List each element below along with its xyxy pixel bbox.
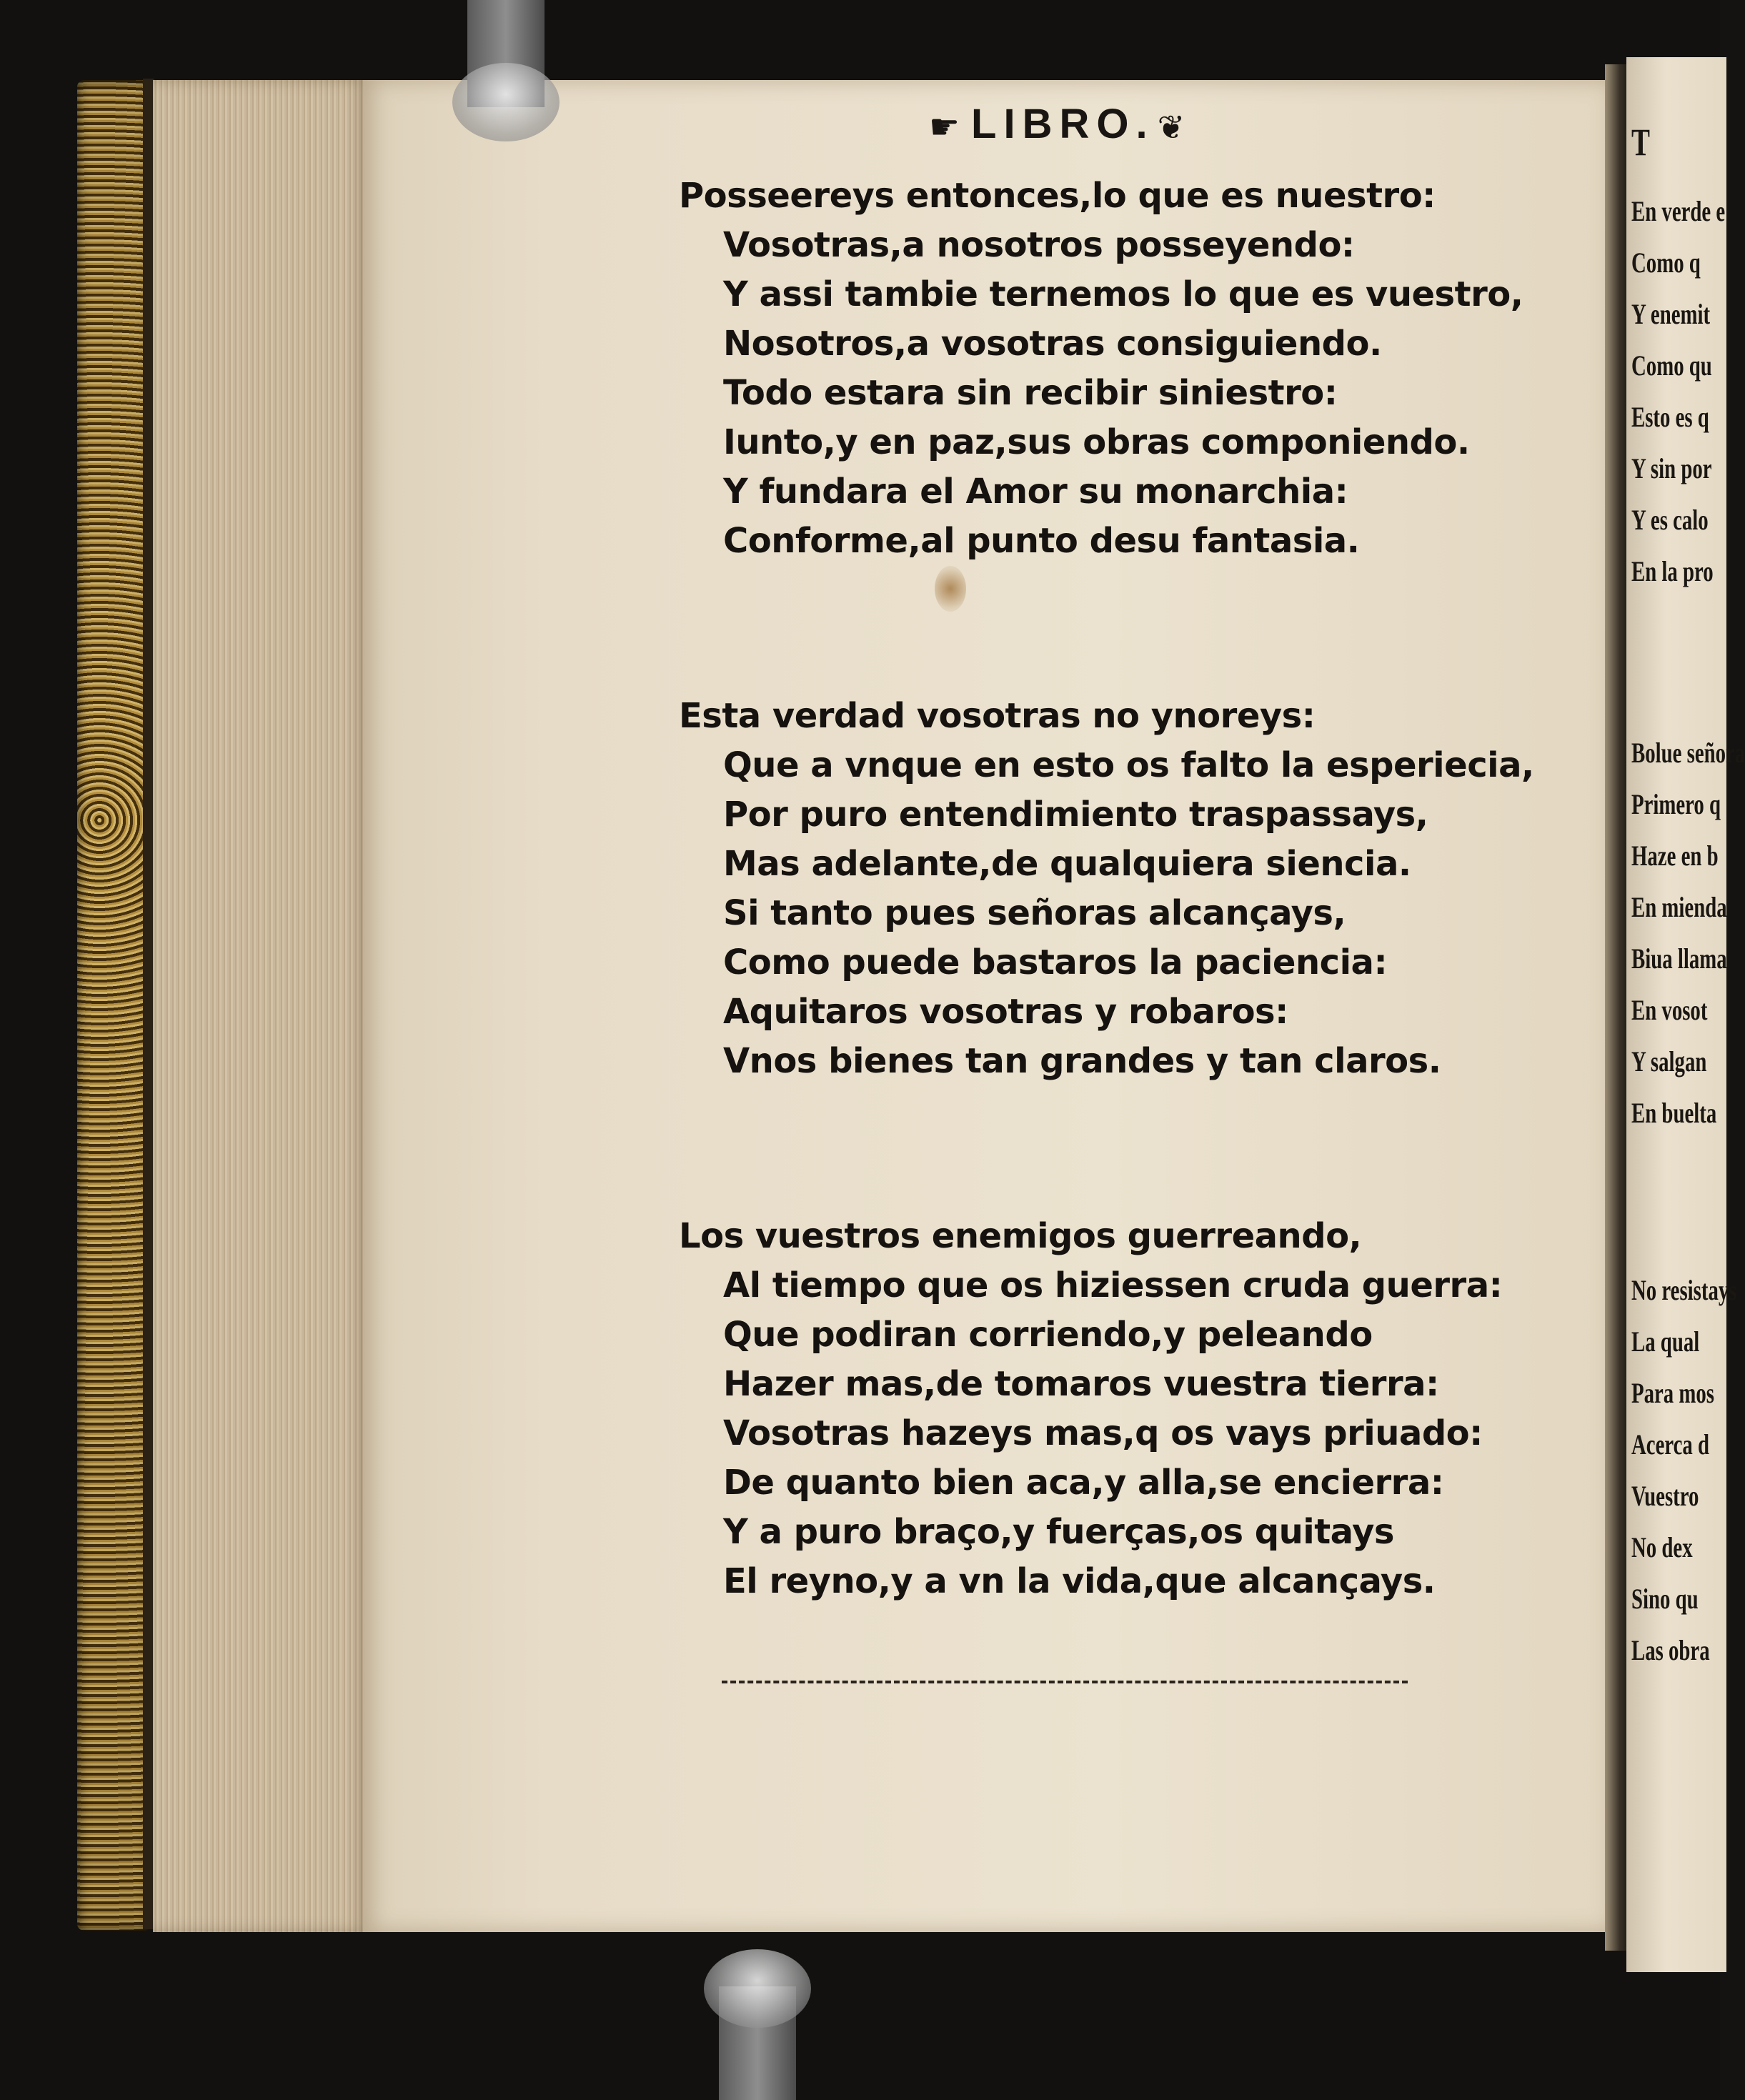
poem-body <box>679 171 1579 1606</box>
verse-line: Si tanto pues señoras alcançays, <box>723 893 1346 933</box>
verse-line: Al tiempo que os hiziessen cruda guerra: <box>723 1265 1503 1305</box>
underline-marks <box>722 1681 1408 1683</box>
gilt-binding-edge <box>77 80 151 1931</box>
right-page-line: Primero q <box>1631 788 1721 820</box>
verse-line: Iunto,y en paz,sus obras componiendo. <box>723 422 1470 462</box>
verse-line: Nosotros,a vosotras consiguiendo. <box>723 324 1382 364</box>
book-gutter <box>1605 64 1629 1951</box>
verse-line: El reyno,y a vn la vida,que alcançays. <box>723 1561 1436 1601</box>
right-page-head: T <box>1631 121 1650 164</box>
right-page-line: Para mos <box>1631 1377 1714 1409</box>
stanza-2 <box>679 692 1579 1086</box>
verse-line: Vosotras hazeys mas,q os vays priuado: <box>723 1413 1483 1453</box>
verse-line: Como puede bastaros la paciencia: <box>723 942 1388 982</box>
verse-line: Todo estara sin recibir siniestro: <box>723 373 1338 413</box>
running-head-title: LIBRO. <box>971 101 1155 147</box>
right-page-line: En verde e <box>1631 195 1726 227</box>
right-page-line: No dex <box>1631 1531 1693 1563</box>
running-head <box>929 100 1358 148</box>
right-page-line: En buelta <box>1631 1097 1717 1129</box>
right-page-line: Esto es q <box>1631 401 1709 433</box>
right-page-line: Y es calo <box>1631 504 1709 536</box>
verse-line: De quanto bien aca,y alla,se encierra: <box>723 1463 1444 1503</box>
verse-line: Hazer mas,de tomaros vuestra tierra: <box>723 1364 1439 1404</box>
right-page-line: Sino qu <box>1631 1583 1699 1615</box>
verse-line: Vnos bienes tan grandes y tan claros. <box>723 1041 1441 1081</box>
right-page-text <box>1631 0 1745 2100</box>
verse-line: Posseereys entonces,lo que es nuestro: <box>679 176 1436 216</box>
right-page-line: La qual <box>1631 1325 1700 1358</box>
stanza-1 <box>679 171 1579 566</box>
verse-line: Que podiran corriendo,y peleando <box>723 1315 1373 1355</box>
right-page-line: En la pro <box>1631 555 1714 587</box>
right-page-line: Y salgan <box>1631 1045 1707 1078</box>
right-page-line: Biua llama <box>1631 942 1727 975</box>
right-page-line: En vosot <box>1631 994 1708 1026</box>
right-page-line: Como qu <box>1631 349 1712 382</box>
verse-line: Y assi tambie ternemos lo que es vuestro, <box>723 274 1523 314</box>
right-page-line: Haze en b <box>1631 840 1719 872</box>
right-page-line: Y enemit <box>1631 298 1711 330</box>
right-page-line: Las obra <box>1631 1634 1710 1666</box>
stanza-3 <box>679 1212 1579 1606</box>
pointing-hand-icon: ☛ <box>929 106 968 147</box>
verse-line: Aquitaros vosotras y robaros: <box>723 992 1288 1032</box>
verse-line: Que a vnque en esto os falto la esperiecia, <box>723 745 1534 785</box>
verse-line: Esta verdad vosotras no ynoreys: <box>679 696 1316 736</box>
right-page-line: Vuestro <box>1631 1480 1699 1512</box>
top-clip-weight <box>452 63 560 141</box>
verse-line: Y a puro braço,y fuerças,os quitays <box>723 1512 1394 1552</box>
leaf-ornament-icon: ❦ <box>1157 107 1193 146</box>
verse-line: Por puro entendimiento traspassays, <box>723 795 1428 835</box>
verse-line: Los vuestros enemigos guerreando, <box>679 1216 1362 1256</box>
right-page-line: En mienda <box>1631 891 1727 923</box>
right-page-line: Bolue señora <box>1631 737 1745 769</box>
verse-line: Vosotras,a nosotros posseyendo: <box>723 225 1355 265</box>
right-page-line: Acerca d <box>1631 1428 1710 1460</box>
verse-line: Mas adelante,de qualquiera siencia. <box>723 844 1411 884</box>
verse-line: Y fundara el Amor su monarchia: <box>723 472 1348 512</box>
right-page-line: Y sin por <box>1631 452 1712 484</box>
verse-line: Conforme,al punto desu fantasia. <box>723 521 1360 561</box>
right-page-line: Como q <box>1631 247 1701 279</box>
page-fore-edge <box>153 80 367 1932</box>
bottom-clip-weight <box>704 1949 811 2028</box>
right-page-line: No resistays <box>1631 1274 1737 1306</box>
